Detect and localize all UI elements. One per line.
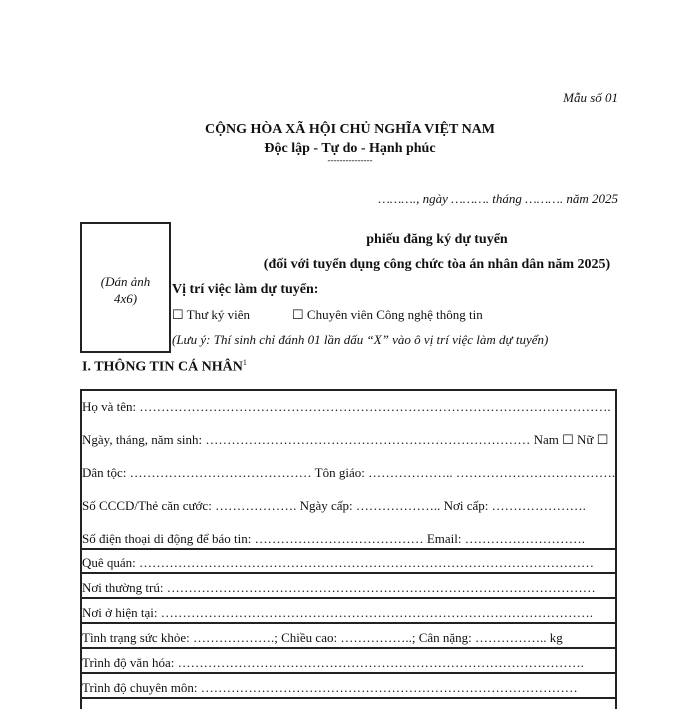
photo-size: 4x6) [113, 291, 138, 306]
field-education-level[interactable]: Trình độ văn hóa: …………………………………………………………………………………. [82, 655, 584, 670]
section-title: I. THÔNG TIN CÁ NHÂN$^1$ [82, 358, 247, 375]
form-number: Mẫu số 01 [563, 90, 618, 105]
form-subtitle: (đối với tuyển dụng công chức tòa án nhân dân năm 2025) [263, 257, 611, 272]
field-hometown[interactable]: Quê quán: …………………………………………………………………………………………… [82, 555, 595, 570]
row-divider [80, 622, 617, 624]
row-divider [80, 697, 617, 699]
field-ethnicity-religion[interactable]: Dân tộc: …………………………………… Tôn giáo: ……………….. ………………………………. [82, 465, 616, 480]
photo-label: (Dán ảnh [100, 274, 151, 289]
form-title: phiếu đăng ký dự tuyển [366, 232, 508, 247]
field-current-residence[interactable]: Nơi ở hiện tại: ………………………………………………………………………………………. [82, 605, 593, 620]
row-divider [80, 647, 617, 649]
motto: Độc lập - Tự do - Hạnh phúc [264, 141, 436, 156]
country-name: CỘNG HÒA XÃ HỘI CHỦ NGHĨA VIỆT NAM [204, 122, 495, 137]
photo-box [80, 222, 171, 353]
row-divider [80, 548, 617, 550]
footnote-marker: 1 [242, 358, 247, 367]
row-divider [80, 597, 617, 599]
row-divider [80, 572, 617, 574]
field-birth-date-gender[interactable]: Ngày, tháng, năm sinh: ………………………………………………………………… Nam ☐ Nữ ☐ [82, 432, 609, 447]
position-note: (Lưu ý: Thí sinh chỉ đánh 01 lần dấu “X” vào ô vị trí việc làm dự tuyển) [172, 332, 549, 347]
row-divider [80, 672, 617, 674]
date-line: ………., ngày ………. tháng ………. năm 2025 [378, 191, 618, 206]
option-thu-ky-vien[interactable]: ☐ Thư ký viên [172, 307, 251, 322]
option-chuyen-vien-cntt[interactable]: ☐ Chuyên viên Công nghệ thông tin [292, 307, 483, 322]
field-professional-level[interactable]: Trình độ chuyên môn: …………………………………………………………………………… [82, 680, 578, 695]
field-health[interactable]: Tình trạng sức khỏe: ……………….; Chiều cao: ……………..; Cân nặng: …………….. kg [82, 630, 563, 645]
position-label: Vị trí việc làm dự tuyển: [172, 282, 319, 297]
field-full-name[interactable]: Họ và tên: ………………………………………………………………………………………………. [82, 399, 611, 414]
header-divider: --------------- [327, 155, 373, 165]
field-id-card[interactable]: Số CCCD/Thẻ căn cước: ………………. Ngày cấp: ……………….. Nơi cấp: …………………. [82, 498, 586, 513]
field-phone-email[interactable]: Số điện thoại di động để báo tin: ………………………………… Email: ………………………. [82, 531, 586, 546]
field-permanent-residence[interactable]: Nơi thường trú: ……………………………………………………………………………………… [82, 580, 596, 595]
